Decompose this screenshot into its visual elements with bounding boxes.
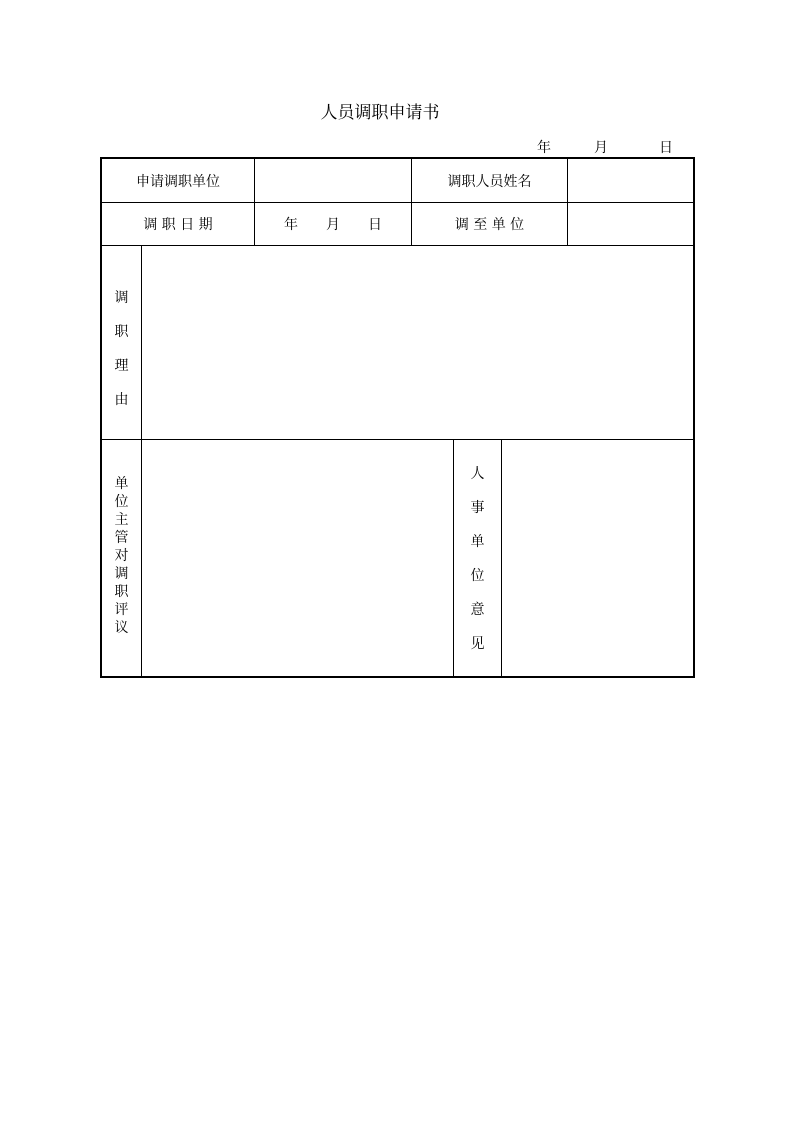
reason-label xyxy=(102,281,141,417)
supervisor-label-char: 位 xyxy=(114,494,129,510)
reason-label-char: 调 xyxy=(114,290,129,306)
person-name-field[interactable] xyxy=(568,159,693,202)
supervisor-label-char: 单 xyxy=(114,476,129,492)
supervisor-label-char: 主 xyxy=(114,512,129,528)
header-date-month-label: 月 xyxy=(594,140,608,156)
reason-label-char: 职 xyxy=(114,324,129,340)
supervisor-label-char: 评 xyxy=(114,602,129,618)
header-date-day-label: 日 xyxy=(659,140,673,156)
hr-label-char: 人 xyxy=(470,466,485,482)
supervisor-comment-field[interactable] xyxy=(142,440,453,676)
transfer-date-field[interactable] xyxy=(255,203,411,245)
supervisor-label-char: 职 xyxy=(114,584,129,600)
hr-label-char: 见 xyxy=(470,636,485,652)
hr-label-char: 单 xyxy=(470,534,485,550)
hr-label-char: 意 xyxy=(470,602,485,618)
hr-opinion-field[interactable] xyxy=(502,440,693,676)
transfer-date-day-label: 日 xyxy=(368,217,382,233)
hr-label-char: 事 xyxy=(470,500,485,516)
person-name-label: 调职人员姓名 xyxy=(447,173,532,190)
supervisor-label-char: 调 xyxy=(114,566,129,582)
header-date-year-label: 年 xyxy=(537,140,551,156)
apply-unit-field[interactable] xyxy=(255,159,411,202)
reason-label-char: 理 xyxy=(114,358,129,374)
supervisor-comment-label xyxy=(102,475,141,637)
supervisor-label-char: 管 xyxy=(114,530,129,546)
page-title: 人员调职申请书 xyxy=(320,103,440,123)
supervisor-label-char: 对 xyxy=(114,548,129,564)
transfer-date-year-label: 年 xyxy=(284,217,298,233)
apply-unit-label: 申请调职单位 xyxy=(136,173,220,190)
transfer-date-month-label: 月 xyxy=(326,217,340,233)
hr-label-char: 位 xyxy=(470,568,485,584)
supervisor-label-char: 议 xyxy=(114,620,129,636)
reason-label-char: 由 xyxy=(114,392,129,408)
transfer-date-label: 调 职 日 期 xyxy=(143,217,213,233)
hr-opinion-label xyxy=(454,457,501,661)
target-unit-field[interactable] xyxy=(568,203,693,245)
reason-field[interactable] xyxy=(142,246,693,439)
transfer-application-form xyxy=(100,157,695,678)
target-unit-label: 调 至 单 位 xyxy=(454,217,525,233)
